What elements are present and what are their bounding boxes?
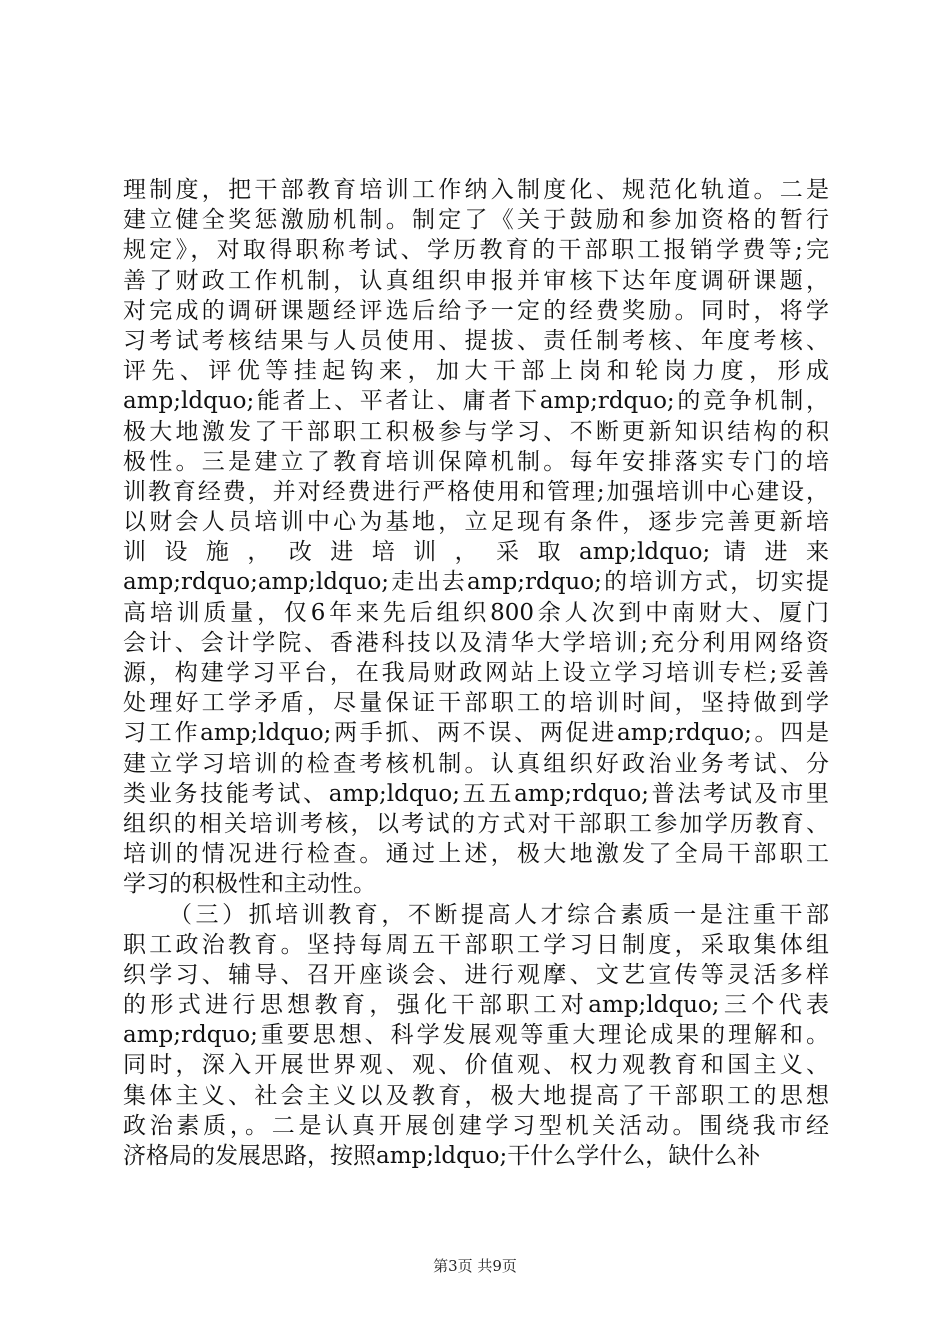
text-line: 学习的积极性和主动性。: [123, 871, 376, 898]
text-line: 习工作amp;ldquo;两手抓、两不误、两促进amp;rdquo;。四是: [123, 720, 829, 747]
text-line: 集体主义、社会主义以及教育，极大地提高了干部职工的思想: [123, 1082, 829, 1109]
text-line: 源，构建学习平台，在我局财政网站上设立学习培训专栏;妥善: [123, 660, 829, 686]
text-line: （三）抓培训教育，不断提高人才综合素质一是注重干部: [169, 901, 829, 928]
text-line: 建立健全奖惩激励机制。制定了《关于鼓励和参加资格的暂行: [123, 207, 829, 234]
text-line: 培训的情况进行检查。通过上述，极大地激发了全局干部职工: [123, 841, 829, 868]
text-line: 高培训质量，仅6年来先后组织800余人次到中南财大、厦门: [123, 599, 829, 626]
text-line: 训 设 施 ， 改 进 培 训 ， 采 取 amp;ldquo; 请 进 来: [123, 539, 829, 566]
page-footer: 第3页 共9页: [433, 1257, 517, 1275]
text-line: 规定》，对取得职称考试、学历教育的干部职工报销学费等;完: [123, 237, 829, 264]
text-line: 训教育经费，并对经费进行严格使用和管理;加强培训中心建设，: [123, 478, 829, 505]
text-line: 习考试考核结果与人员使用、提拔、责任制考核、年度考核、: [123, 327, 829, 354]
text-line: 职工政治教育。坚持每周五干部职工学习日制度，采取集体组: [123, 931, 829, 958]
text-line: 善了财政工作机制，认真组织申报并审核下达年度调研课题，: [123, 267, 829, 294]
text-line: amp;rdquo;amp;ldquo;走出去amp;rdquo;的培训方式，切实提: [123, 569, 829, 596]
text-line: 济格局的发展思路，按照amp;ldquo;干什么学什么，缺什么补: [123, 1143, 761, 1169]
text-line: 组织的相关培训考核，以考试的方式对干部职工参加学历教育、: [123, 810, 829, 837]
text-line: 理制度，把干部教育培训工作纳入制度化、规范化轨道。二是: [123, 177, 829, 203]
text-line: 的形式进行思想教育，强化干部职工对amp;ldquo;三个代表: [123, 992, 829, 1019]
text-line: 极性。三是建立了教育培训保障机制。每年安排落实专门的培: [123, 448, 829, 475]
text-line: 评先、评优等挂起钩来，加大干部上岗和轮岗力度，形成: [123, 358, 829, 385]
text-line: amp;ldquo;能者上、平者让、庸者下amp;rdquo;的竞争机制，: [123, 388, 829, 415]
text-line: 会计、会计学院、香港科技以及清华大学培训;充分利用网络资: [123, 629, 829, 656]
text-line: 处理好工学矛盾，尽量保证干部职工的培训时间，坚持做到学: [123, 690, 829, 717]
text-line: amp;rdquo;重要思想、科学发展观等重大理论成果的理解和。: [123, 1022, 829, 1049]
text-line: 极大地激发了干部职工积极参与学习、不断更新知识结构的积: [123, 418, 829, 445]
text-line: 政治素质，。二是认真开展创建学习型机关活动。围绕我市经: [123, 1112, 829, 1139]
body-text: [123, 175, 829, 1171]
text-line: 同时，深入开展世界观、观、价值观、权力观教育和国主义、: [123, 1052, 829, 1079]
text-line: 类业务技能考试、amp;ldquo;五五amp;rdquo;普法考试及市里: [123, 780, 829, 807]
text-line: 以财会人员培训中心为基地，立足现有条件，逐步完善更新培: [123, 509, 829, 536]
text-line: 对完成的调研课题经评选后给予一定的经费奖励。同时，将学: [123, 297, 829, 324]
text-line: 织学习、辅导、召开座谈会、进行观摩、文艺宣传等灵活多样: [123, 961, 829, 988]
text-line: 建立学习培训的检查考核机制。认真组织好政治业务考试、分: [123, 750, 829, 777]
